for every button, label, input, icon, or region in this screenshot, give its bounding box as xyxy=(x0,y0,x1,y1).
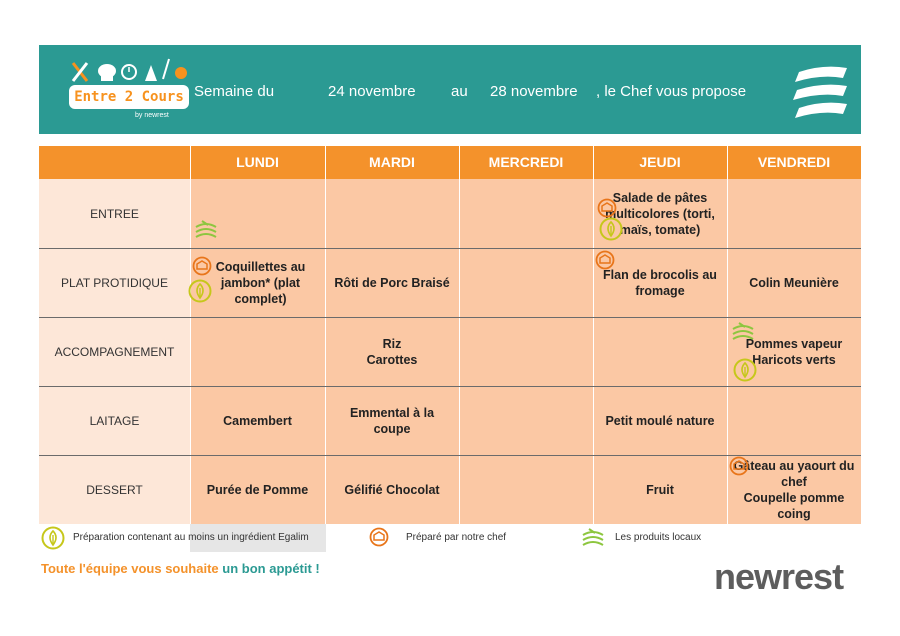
cell-dessert-mardi: Gélifié Chocolat xyxy=(325,455,459,524)
local-products-icon xyxy=(581,527,605,549)
day-header-mardi: MARDI xyxy=(325,146,459,179)
cell-dessert-jeudi: Fruit xyxy=(593,455,727,524)
cell-plat-mardi: Rôti de Porc Braisé xyxy=(325,248,459,317)
week-start-date: 24 novembre xyxy=(328,83,416,100)
grid-divider xyxy=(459,146,460,524)
row-label-dessert: DESSERT xyxy=(39,455,190,524)
row-label-accompagnement: ACCOMPAGNEMENT xyxy=(39,317,190,386)
row-label-plat: PLAT PROTIDIQUE xyxy=(39,248,190,317)
cell-plat-lundi: Coquillettes au jambon* (plat complet) xyxy=(190,248,325,317)
egalim-leaf-icon xyxy=(733,358,757,382)
legend-chef-text: Préparé par notre chef xyxy=(406,532,507,543)
week-between: au xyxy=(451,83,468,100)
grid-divider xyxy=(39,317,861,318)
cell-entree-vendredi xyxy=(727,179,861,248)
chef-made-icon xyxy=(595,250,615,270)
day-header-lundi: LUNDI xyxy=(190,146,325,179)
row-label-entree: ENTREE xyxy=(39,179,190,248)
kitchen-tools-icon xyxy=(57,55,193,85)
cell-entree-jeudi: Salade de pâtes multicolores (torti, maïs, tomate) xyxy=(593,179,727,248)
cell-laitage-lundi: Camembert xyxy=(190,386,325,455)
newrest-wave-icon xyxy=(791,62,851,122)
entre2cours-logo xyxy=(57,55,193,127)
egalim-leaf-icon xyxy=(41,526,65,550)
cell-plat-mercredi xyxy=(459,248,593,317)
grid-divider xyxy=(39,386,861,387)
cell-dessert-lundi: Purée de Pomme xyxy=(190,455,325,524)
cell-accomp-vendredi: Pommes vapeur Haricots verts xyxy=(727,317,861,386)
cell-laitage-jeudi: Petit moulé nature xyxy=(593,386,727,455)
cell-laitage-mardi: Emmental à la coupe xyxy=(325,386,459,455)
cell-accomp-lundi xyxy=(190,317,325,386)
local-products-icon xyxy=(731,321,755,343)
cell-entree-mercredi xyxy=(459,179,593,248)
legend xyxy=(39,524,861,552)
cell-accomp-mardi: Riz Carottes xyxy=(325,317,459,386)
cell-accomp-mercredi xyxy=(459,317,593,386)
logo-byline: by newrest xyxy=(135,112,169,119)
cell-dessert-vendredi: Gâteau au yaourt du chef Coupelle pomme coing xyxy=(727,455,861,524)
legend-local-text: Les produits locaux xyxy=(615,532,702,543)
week-end-date: 28 novembre xyxy=(490,83,578,100)
row-label-laitage: LAITAGE xyxy=(39,386,190,455)
wish-part-2: un bon appétit ! xyxy=(222,561,320,576)
week-suffix: , le Chef vous propose xyxy=(596,83,747,100)
cell-laitage-mercredi xyxy=(459,386,593,455)
cell-plat-jeudi: Flan de brocolis au fromage xyxy=(593,248,727,317)
chef-made-icon xyxy=(192,256,212,276)
cell-dessert-mercredi xyxy=(459,455,593,524)
grid-divider xyxy=(727,146,728,524)
cell-accomp-jeudi xyxy=(593,317,727,386)
week-label: Semaine du xyxy=(194,83,275,100)
wish-part-1: Toute l'équipe vous souhaite xyxy=(41,561,219,576)
egalim-leaf-icon xyxy=(599,217,623,241)
cell-entree-mardi xyxy=(325,179,459,248)
local-products-icon xyxy=(194,219,218,241)
chef-made-icon xyxy=(597,198,617,218)
chef-made-icon xyxy=(369,527,389,547)
grid-divider xyxy=(39,248,861,249)
cell-plat-vendredi: Colin Meunière xyxy=(727,248,861,317)
day-header-jeudi: JEUDI xyxy=(593,146,727,179)
bon-appetit-message xyxy=(41,561,320,576)
day-header-mercredi: MERCREDI xyxy=(459,146,593,179)
logo-wordmark: Entre 2 Cours xyxy=(69,85,189,109)
legend-egalim-text: Préparation contenant au moins un ingrédient Egalim xyxy=(73,532,309,543)
grid-divider xyxy=(593,146,594,524)
header-banner xyxy=(39,45,861,134)
newrest-logo: newrest xyxy=(714,556,844,597)
header-corner xyxy=(39,146,190,179)
egalim-leaf-icon xyxy=(188,279,212,303)
grid-divider xyxy=(325,146,326,524)
day-header-vendredi: VENDREDI xyxy=(727,146,861,179)
chef-made-icon xyxy=(729,456,749,476)
cell-laitage-vendredi xyxy=(727,386,861,455)
grid-divider xyxy=(190,146,191,524)
